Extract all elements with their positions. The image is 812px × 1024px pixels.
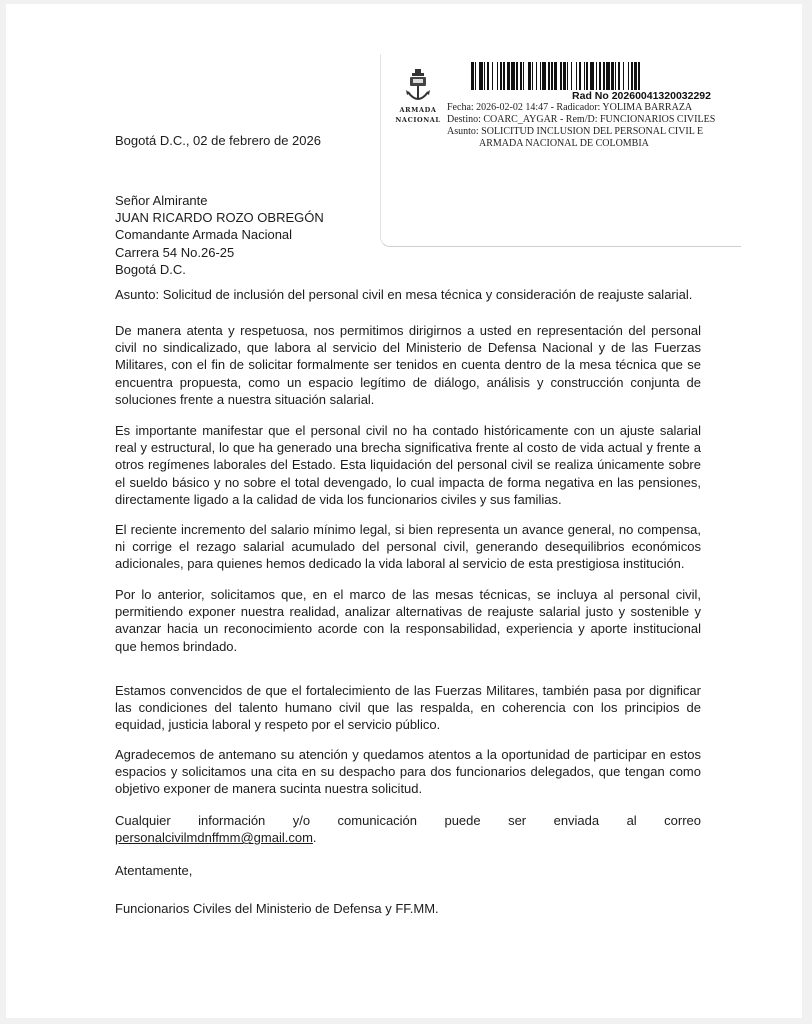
barcode	[471, 62, 711, 90]
stamp-asunto-cont: ARMADA NACIONAL DE COLOMBIA	[479, 138, 649, 149]
anchor-crest-icon	[405, 68, 431, 104]
contact-email-link[interactable]: personalcivilmdnffmm@gmail.com	[115, 830, 313, 846]
stamp-fecha: Fecha: 2026-02-02 14:47 - Radicador: YOLIMA BARRAZA	[447, 102, 693, 113]
recipient-name: JUAN RICARDO ROZO OBREGÓN	[115, 210, 324, 226]
paragraph-6: Agradecemos de antemano su atención y quedamos atentos a la oportunidad de participar en estos espacios y solicitamos una cita en su despacho para dos funcionarios delegados, que tengan como objetivo exponer de manera sucinta nuestra solicitud.	[115, 747, 701, 797]
paragraph-4: Por lo anterior, solicitamos que, en el marco de las mesas técnicas, se incluya al personal civil, permitiendo exponer nuestra realidad, analizar alternativas de reajuste salarial justo y sostenible y avanzar hacia un reconocimiento acorde con la responsabilidad, experiencia y aporte institucional que hemos brindado.	[115, 587, 701, 654]
paragraph-3: El reciente incremento del salario mínimo legal, si bien representa un avance general, no compensa, ni corrige el rezago salarial acumulado del personal civil, generando desequilibrios económicos adicionales, para quienes hemos dedicado la vida laboral al servicio de esta prestigiosa institución.	[115, 522, 701, 572]
stamp-destino: Destino: COARC_AYGAR - Rem/D: FUNCIONARIOS CIVILES	[447, 114, 716, 125]
closing: Atentamente,	[115, 863, 193, 878]
subject-line: Asunto: Solicitud de inclusión del personal civil en mesa técnica y consideración de reajuste salarial.	[115, 287, 693, 302]
logo-label-1: ARMADA	[399, 106, 437, 114]
place-date: Bogotá D.C., 02 de febrero de 2026	[115, 133, 321, 148]
contact-end: .	[312, 830, 317, 846]
recipient-address: Carrera 54 No.26-25	[115, 244, 235, 260]
armada-logo	[395, 68, 441, 124]
paragraph-1: De manera atenta y respetuosa, nos permitimos dirigirnos a usted en representación del personal civil no sindicalizado, que labora al servicio del Ministerio de Defensa Nacional y de las Fuerzas Militares, con el fin de solicitar formalmente ser tenidos en cuenta dentro de la mesa técnica que se encuentra propuesta, como un espacio legítimo de diálogo, análisis y construcción conjunta de soluciones frente a nuestra situación salarial.	[115, 323, 701, 407]
contact-text: Cualquier información y/o comunicación puede ser enviada al correo	[115, 813, 701, 828]
recipient-salutation: Señor Almirante	[115, 193, 208, 208]
contact-paragraph	[115, 812, 701, 846]
paragraph-5: Estamos convencidos de que el fortalecimiento de las Fuerzas Militares, también pasa por dignificar las condiciones del talento humano civil que las respalda, en coherencia con los principios de equidad, justicia laboral y respeto por el servicio público.	[115, 683, 701, 733]
barcode-bar	[640, 62, 643, 90]
recipient-block	[115, 192, 701, 278]
recipient-title: Comandante Armada Nacional	[115, 227, 293, 243]
logo-label-2: NACIONAL	[395, 116, 441, 124]
signature: Funcionarios Civiles del Ministerio de Defensa y FF.MM.	[115, 901, 439, 916]
letter-page	[6, 4, 802, 1018]
radicado-number: Rad No 20260041320032292	[572, 90, 711, 102]
recipient-city: Bogotá D.C.	[115, 261, 186, 277]
stamp-asunto: Asunto: SOLICITUD INCLUSION DEL PERSONAL CIVIL E	[447, 126, 704, 137]
paragraph-2: Es importante manifestar que el personal civil no ha contado históricamente con un ajuste salarial real y estructural, lo que ha generado una brecha significativa frente al costo de vida actual y frente a otros regímenes laborales del Estado. Esta liquidación del personal civil se realiza únicamente sobre el sueldo básico y no sobre el total devengado, lo cual impacta de forma negativa en las pensiones, directamente ligado a la calidad de vida los funcionarios civiles y sus familias.	[115, 423, 701, 507]
